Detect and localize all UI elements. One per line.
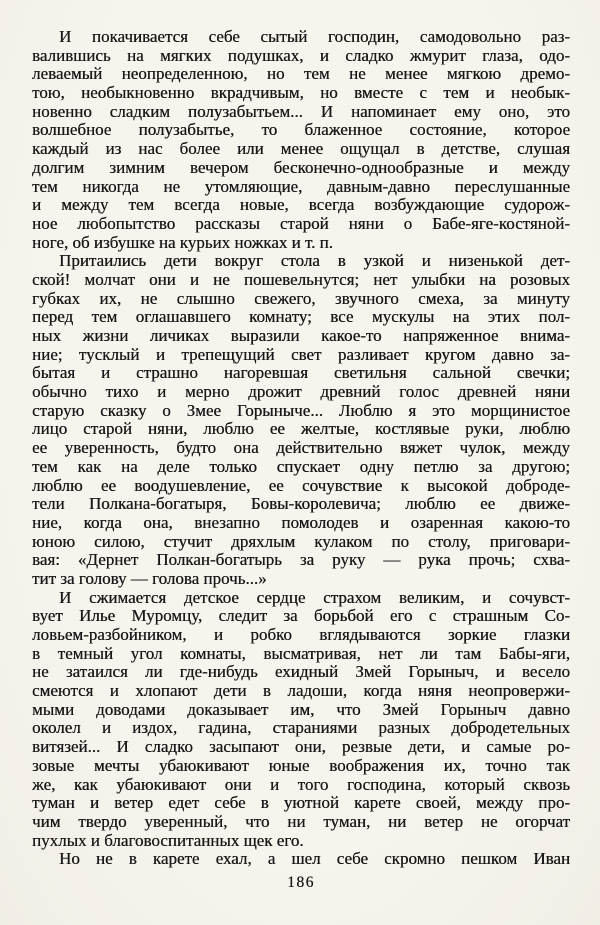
text-line: туман и ветер едет себе в уютной карете своей, между про- [32, 793, 570, 813]
paragraph [32, 28, 570, 252]
text-line: витязей... И сладко засыпают они, резвые дети, и самые ро- [32, 737, 570, 757]
paragraph [32, 850, 570, 869]
text-line: перед тем оглашавшего комнату; все мускулы на этих пол- [32, 307, 570, 327]
text-line: И сжимается детское сердце страхом великим, и сочувст- [59, 587, 570, 607]
text-line: не затаился ли где-нибудь ехидный Змей Горыныч, и весело [32, 662, 570, 682]
text-line: тем никогда не утомляющие, давным-давно переслушанные [32, 176, 570, 196]
text-line: люблю ее воодушевление, ее сочувствие к высокой доброде- [32, 475, 570, 495]
text-line: тит за голову — голова прочь...» [32, 568, 267, 588]
text-line: вует Илье Муромцу, следит за борьбой его с страшным Со- [32, 606, 570, 626]
text-line: ской! молчат они и не пошевельнутся; нет улыбки на розовых [32, 269, 570, 289]
text-line: ноге, об избушке на курьих ножках и т. п. [32, 232, 333, 252]
text-line: Но не в карете ехал, а шел себе скромно пешком Иван [59, 849, 570, 869]
text-line: валившись на мягких подушках, и сладко жмурит глаза, одо- [32, 45, 570, 65]
text-line: зовые мечты убаюкивают юные воображения их, точно так [32, 755, 570, 775]
text-line: старую сказку о Змее Горыныче... Люблю я это морщинистое [32, 400, 570, 420]
text-line: тем как на деле только спускает одну петлю за другою; [32, 456, 570, 476]
text-line: леваемый неопределенною, но тем не менее мягкою дремо- [32, 64, 570, 84]
text-line: обычно тихо и мерно дрожит древний голос древней няни [32, 382, 570, 402]
text-block [32, 28, 570, 869]
text-line: околел и издох, гадина, стараниями разных добродетельных [32, 718, 570, 738]
text-line: вая: «Дернет Полкан-богатырь за руку — рука прочь; схва- [32, 550, 570, 570]
text-line: пухлых и благовоспитанных щек его. [32, 830, 304, 850]
text-line: губках их, не слышно свежего, звучного смеха, за минуту [32, 288, 570, 308]
paragraph [32, 589, 570, 851]
paragraph [32, 252, 570, 588]
text-line: смеются и хлопают дети в ладоши, когда няня неопровержи- [32, 681, 570, 701]
text-line: каждый из нас более или менее ощущал в детстве, слушая [32, 139, 570, 159]
text-line: волшебное полузабытье, то блаженное состояние, которое [32, 120, 570, 140]
text-line: бытая и страшно нагоревшая светильня сальной свечки; [32, 363, 570, 383]
text-line: ное любопытство рассказы старой няни о Бабе-яге-костяной- [32, 213, 570, 233]
text-line: ние, когда она, внезапно помолодев и озаренная какою-то [32, 512, 570, 532]
text-line: юною силою, стучит дряхлым кулаком по столу, приговари- [32, 531, 570, 551]
text-line: и между тем всегда новые, всегда возбуждающие судорож- [32, 195, 570, 215]
text-line: тою, необыкновенно вкрадчивым, но вместе с тем и необык- [32, 83, 570, 103]
text-line: чим твердо уверенный, что ни туман, ни ветер не огорчат [32, 811, 570, 831]
text-line: же, как убаюкивают они и того господина, который сквозь [32, 774, 570, 794]
text-line: долгим зимним вечером бесконечно-однообразные и между [32, 157, 570, 177]
page-number: 186 [287, 874, 315, 891]
text-line: мыми доводами доказывает им, что Змей Горыныч давно [32, 699, 570, 719]
text-line: ние; тусклый и трепещущий свет разливает кругом давно за- [32, 344, 570, 364]
text-line: новенно сладким полузабытьем... И напоминает ему оно, это [32, 101, 570, 121]
text-line: в темный угол комнаты, высматривая, нет ли там Бабы-яги, [32, 643, 570, 663]
text-line: Притаились дети вокруг стола в узкой и низенькой дет- [59, 251, 570, 271]
text-line: ловьем-разбойником, и робко вглядываются зоркие глазки [32, 625, 570, 644]
text-line: лицо старой няни, люблю ее желтые, костлявые руки, люблю [32, 419, 570, 439]
text-line: тели Полкана-богатыря, Бовы-королевича; люблю ее движе- [32, 494, 570, 514]
text-line: И покачивается себе сытый господин, самодовольно раз- [59, 27, 570, 46]
text-line: ных жизни личиках выразили какое-то напряженное внима- [32, 326, 570, 345]
text-line: ее уверенность, будто она действительно вяжет чулок, между [32, 438, 570, 458]
